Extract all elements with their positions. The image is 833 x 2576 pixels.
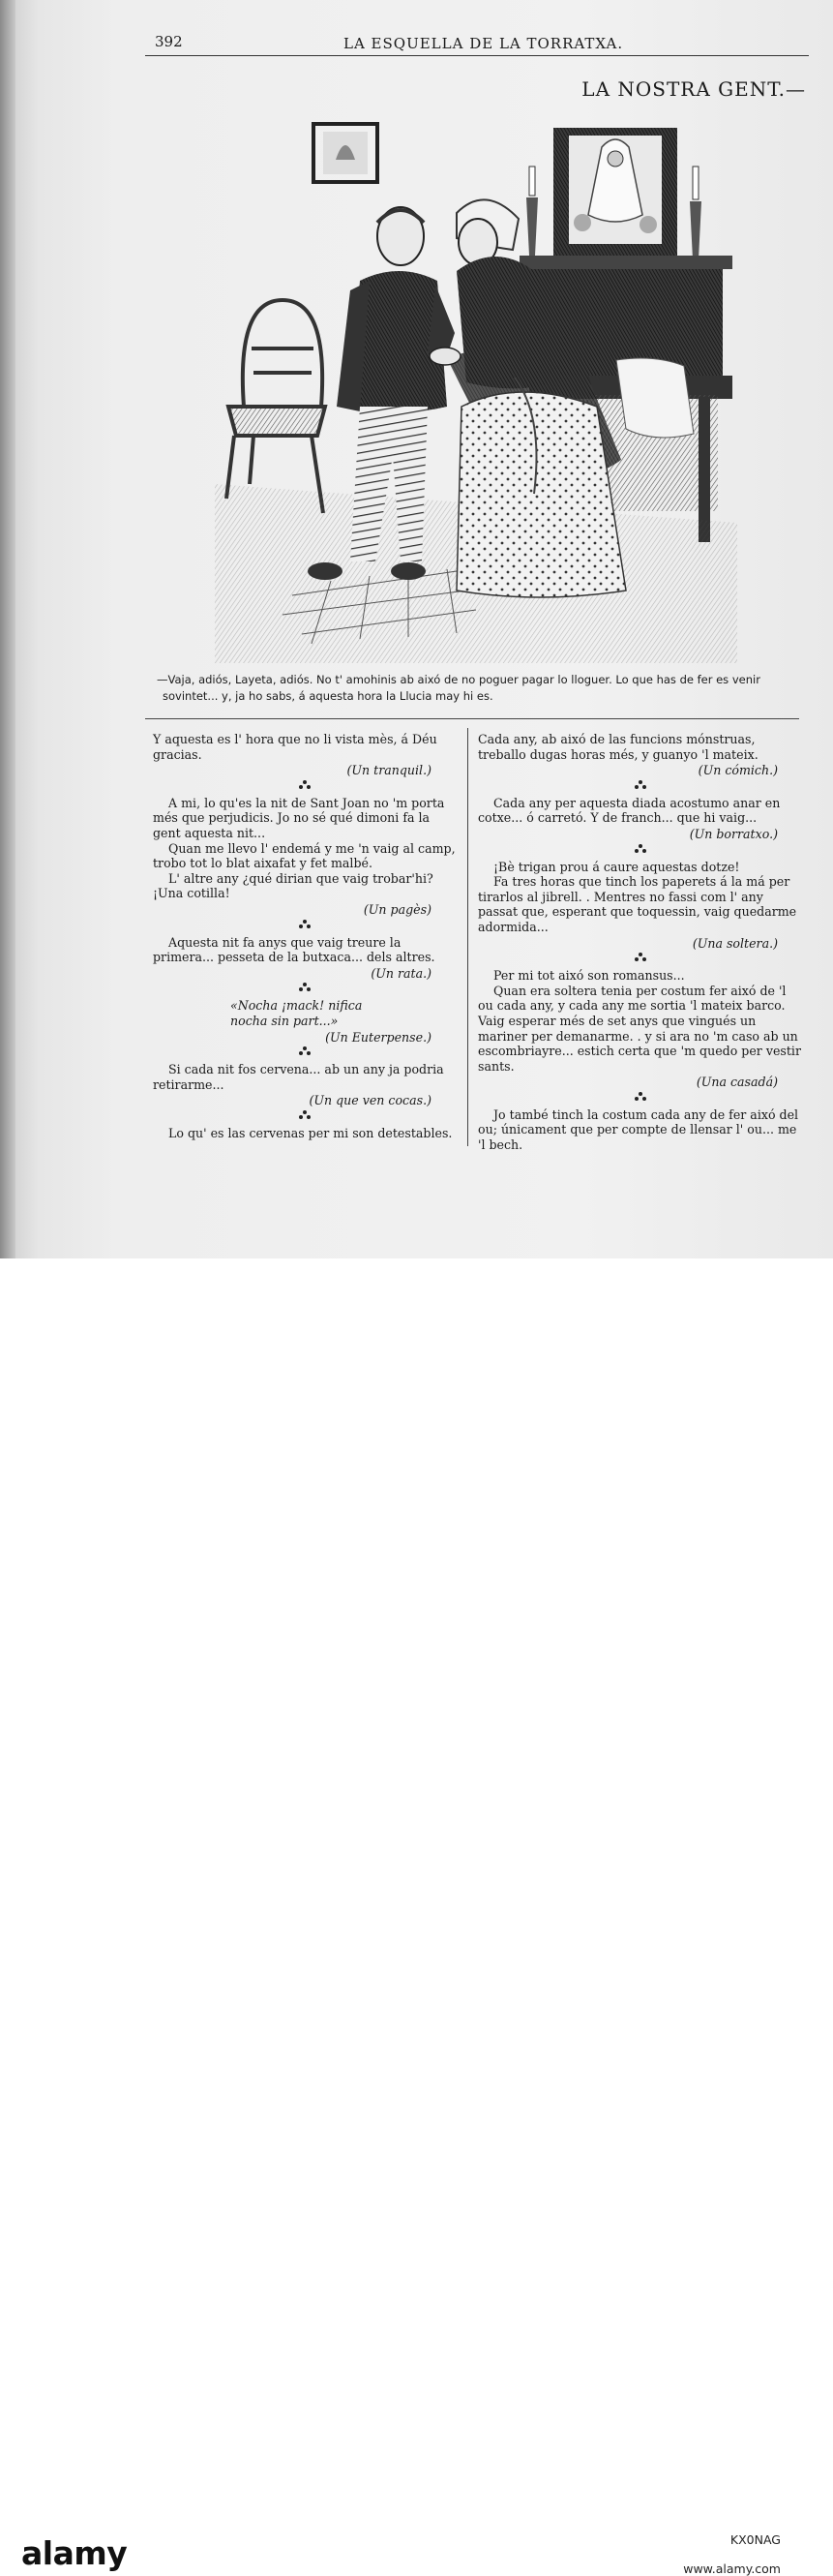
quoted-verse: «Nocha ¡mack! nifica bbox=[230, 998, 363, 1014]
paragraph: Lo qu' es las cervenas per mi son detestables. bbox=[168, 1125, 453, 1140]
paragraph: ¡Bè trigan prou á caure aquestas dotze! bbox=[493, 859, 740, 874]
section-title: LA NOSTRA GENT.— bbox=[581, 77, 806, 101]
speaker-signature: (Una casadá) bbox=[696, 1075, 778, 1090]
watermark-url: www.alamy.com bbox=[683, 2561, 781, 2576]
speaker-signature: (Un que ven cocas.) bbox=[309, 1093, 431, 1108]
quoted-verse: nocha sin part...» bbox=[230, 1013, 339, 1028]
paragraph: L' altre any ¿qué dirian que vaig trobar'hi? ¡Una cotilla! bbox=[153, 870, 433, 901]
speaker-signature: (Una soltera.) bbox=[692, 935, 778, 951]
dinkus-ornament bbox=[153, 1045, 457, 1062]
paragraph: Cada any per aquesta diada acostumo anar en cotxe... ó carretó. Y de franch... que hi vaig... bbox=[478, 795, 781, 826]
paragraph: Y aquesta es l' hora que no li vista mès, á Déu gracias. bbox=[153, 732, 437, 762]
dinkus-ornament bbox=[153, 981, 457, 998]
header-rule bbox=[145, 55, 809, 56]
paragraph: Si cada nit fos cervena... ab un any ja podria retirarme... bbox=[153, 1062, 444, 1092]
paragraph: Cada any, ab aixó de las funcions mónstruas, treballo dugas horas més, y guanyo 'l mateix. bbox=[478, 732, 759, 762]
illustration-caption bbox=[157, 672, 786, 705]
wall-picture-frame bbox=[313, 124, 377, 182]
dinkus-ornament bbox=[153, 1108, 457, 1126]
speaker-signature: (Un Euterpense.) bbox=[325, 1029, 431, 1045]
dinkus-ornament bbox=[478, 1090, 803, 1107]
paragraph: Aquesta nit fa anys que vaig treure la primera... pesseta de la butxaca... dels altres. bbox=[153, 934, 435, 965]
chair bbox=[226, 300, 325, 513]
religious-picture bbox=[553, 128, 677, 256]
publication-title: LA ESQUELLA DE LA TORRATXA. bbox=[343, 35, 624, 52]
watermark-footer bbox=[0, 1258, 833, 2576]
paragraph: Quan me llevo l' endemá y me 'n vaig al camp, trobo tot lo blat aixafat y fet malbé. bbox=[153, 840, 456, 871]
caption-line-2: sovintet... y, ja ho sabs, á aquesta hora la Llucia may hi es. bbox=[163, 689, 493, 703]
newspaper-page bbox=[0, 0, 833, 1258]
page-spine-shadow bbox=[0, 0, 15, 1258]
clasped-hands bbox=[430, 348, 461, 365]
column-divider bbox=[467, 728, 468, 1146]
dinkus-ornament bbox=[478, 951, 803, 968]
paragraph: Quan era soltera tenia per costum fer aixó de 'l ou cada any, y cada any me sortia 'l mateix barco. Vaig esperar més de set anys que vingués un mariner per demanarme. . y si ara no 'm caso ab un escombriayre... estich certa que 'm quedo per vestir sants. bbox=[478, 983, 801, 1074]
dinkus-ornament bbox=[153, 778, 457, 796]
page-number: 392 bbox=[155, 33, 183, 50]
speaker-signature: (Un borratxo.) bbox=[689, 826, 778, 841]
stock-image-id: KX0NAG bbox=[729, 2532, 781, 2547]
paragraph: Jo també tinch la costum cada any de fer aixó del ou; únicament que per compte de llensar l' ou... me 'l bech. bbox=[478, 1106, 799, 1153]
right-text-column bbox=[478, 732, 803, 1153]
engraving-illustration bbox=[215, 116, 737, 663]
paragraph: Fa tres horas que tinch los paperets á la má per tirarlos al jibrell. . Mentres no fassi com l' any passat que, esperant que toquessin, vaig quedarme adormida... bbox=[478, 874, 797, 934]
watermark-logo: alamy bbox=[21, 2534, 128, 2572]
speaker-signature: (Un rata.) bbox=[371, 965, 431, 981]
paragraph: A mi, lo qu'es la nit de Sant Joan no 'm porta més que perjudicis. Jo no sé qué dimoni fa la gent aquesta nit... bbox=[153, 795, 445, 840]
left-text-column bbox=[153, 732, 457, 1140]
caption-rule bbox=[145, 718, 799, 719]
speaker-signature: (Un pagès) bbox=[363, 901, 431, 917]
caption-line-1: —Vaja, adiós, Layeta, adiós. No t' amohinis ab aixó de no poguer pagar lo lloguer. Lo que has de fer es venir bbox=[157, 673, 760, 686]
dinkus-ornament bbox=[153, 918, 457, 935]
dinkus-ornament bbox=[478, 842, 803, 860]
dinkus-ornament bbox=[478, 778, 803, 796]
speaker-signature: (Un tranquil.) bbox=[346, 763, 431, 778]
paragraph: Per mi tot aixó son romansus... bbox=[493, 968, 685, 984]
speaker-signature: (Un cómich.) bbox=[698, 763, 778, 778]
